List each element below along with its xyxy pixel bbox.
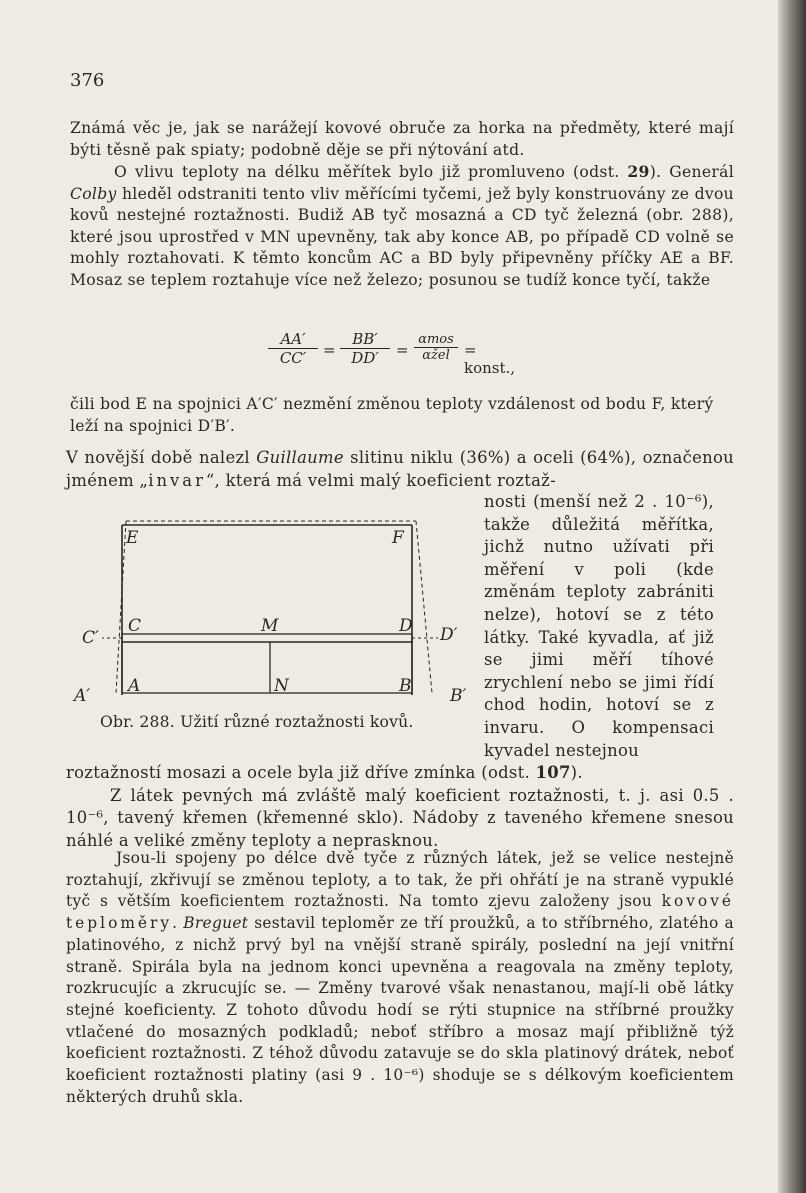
label-a: A <box>128 676 141 696</box>
text-block-intro <box>70 118 734 291</box>
person-name: Guillaume <box>256 448 344 467</box>
label-e: E <box>126 528 139 548</box>
label-f: F <box>392 528 404 548</box>
numerator: αmos <box>414 332 458 348</box>
person-name: Breguet <box>183 914 249 933</box>
text-run: Jsou-li spojeny po délce dvě tyče z různých látek, jež se velice nestejně roztahují, zkřivují se změnou teploty, a to tak, že při ohřátí je na straně vypuklé tyč s větším koeficientem roztažnosti. Na tomto zjevu založeny jsou <box>66 849 734 911</box>
text-run: ). Generál <box>649 163 734 181</box>
numerator: BB′ <box>340 330 390 349</box>
text-run: ). <box>570 763 583 782</box>
section-ref: 29 <box>627 162 650 181</box>
term-invar: invar <box>148 470 206 490</box>
section-ref: 107 <box>535 763 571 782</box>
text-run: O vlivu teploty na délku měřítek bylo již promluveno (odst. <box>114 163 628 181</box>
rod-ab <box>122 642 412 693</box>
denominator: CC′ <box>279 349 307 367</box>
text-run: sestavil teploměr ze tří proužků, a to stříbrného, zlatého a platinového, z nichž prvý byl na vnější straně spirály, poslední na její vnitřní straně. Spirála byla na jednom konci upevněna a reagovala na změny teploty, rozkrucujíc a zkrucujíc se. — Změny tvarové však nenastanou, mají-li obě látky stejné koeficienty. Z tohoto důvodu hodí se rýti stupnice na stříbrné proužky vtlačené do mosazných podkladů; neboť stříbro a mosaz mají přibližně týž koeficient roztažnosti. Z téhož důvodu zatavuje se do skla platinový drátek, neboť koeficient roztažnosti platiny (asi 9 . 10⁻⁶) shoduje se s délkovým koeficientem některých druhů skla. <box>66 914 734 1106</box>
text-run: “, která má velmi malý koeficient roztaž- <box>205 470 556 490</box>
text-run: V novější době nalezl <box>66 448 257 467</box>
text-run: hleděl odstraniti tento vliv měřícími tyčemi, jež byly konstruovány ze dvou kovů nestejné roztažnosti. Budiž AB tyč mosazná a CD tyč železná (obr. 288), které jsou uprostřed v MN upevněny, tak aby konce AB, po případě CD volně se mohly roztahovati. K těmto koncům AC a BD byly připevněny příčky AE a BF. Mosaz se teplem roztahuje více než železo; posunou se tudíž konce tyčí, takže <box>70 184 734 289</box>
paragraph-invar-top <box>66 447 734 492</box>
paragraph-colby <box>70 161 734 291</box>
equation-tail: = konst., <box>464 341 516 377</box>
paragraph-invar-tail <box>66 762 734 785</box>
dashed-right-line <box>416 521 432 693</box>
label-n: N <box>274 676 289 696</box>
label-c-prime: C′ <box>82 628 99 648</box>
book-binding <box>778 0 806 1193</box>
label-d: D <box>399 616 413 636</box>
label-m: M <box>261 616 279 636</box>
person-name: Colby <box>70 184 117 203</box>
equals-sign: = <box>396 341 409 359</box>
equals-sign: = <box>323 341 336 359</box>
fraction-aa-cc <box>268 330 318 367</box>
label-c: C <box>128 616 142 636</box>
denominator: DD′ <box>351 349 379 367</box>
label-b: B <box>399 676 412 696</box>
text-run: roztažností mosazi a ocele byla již dříve zmínka (odst. <box>66 763 536 782</box>
denominator: αžel <box>422 348 450 363</box>
term-metal-thermometers: kovové teploměry <box>66 892 734 933</box>
label-a-prime: A′ <box>74 686 91 706</box>
page-number: 376 <box>70 70 105 91</box>
paragraph-invar-side: nosti (menší než 2 . 10⁻⁶), takže důležitá měřítka, jichž nutno užívati při měření v poli (kde změnám teploty zabrániti nelze), hotoví se z této látky. Také kyvadla, ať již se jimi měří tíhové zrychlení nebo se jimi řídí chod hodin, hotoví se z invaru. O kompensaci kyvadel nestejnou <box>484 492 714 760</box>
figure-caption: Obr. 288. Užití různé roztažnosti kovů. <box>100 713 414 731</box>
label-d-prime: D′ <box>440 625 458 645</box>
paragraph-quartz: Z látek pevných má zvláště malý koeficient roztažnosti, t. j. asi 0.5 . 10⁻⁶, tavený křemen (křemenné sklo). Nádoby z taveného křemene snesou náhlé a veliké změny teploty a neprasknou. <box>66 785 734 850</box>
paragraph-point-e: čili bod E na spojnici A′C′ nezmění změnou teploty vzdálenost od bodu F, který leží na spojnici D′B′. <box>70 395 714 435</box>
fraction-bb-dd <box>340 330 390 367</box>
fraction-alpha <box>414 332 458 363</box>
numerator: AA′ <box>268 330 318 349</box>
text-block-quartz <box>66 762 734 852</box>
paragraph-bimetal <box>66 848 734 1108</box>
text-run: . <box>172 914 184 933</box>
dashed-left-line <box>116 521 126 693</box>
text-run: slitinu niklu (36%) a oceli (64%), označenou jménem „ <box>66 448 734 490</box>
equation <box>268 330 528 392</box>
label-b-prime: B′ <box>450 686 467 706</box>
paragraph-rivets: Známá věc je, jak se narážejí kovové obruče za horka na předměty, které mají býti těsně pak spiaty; podobně děje se při nýtování atd. <box>70 119 734 159</box>
